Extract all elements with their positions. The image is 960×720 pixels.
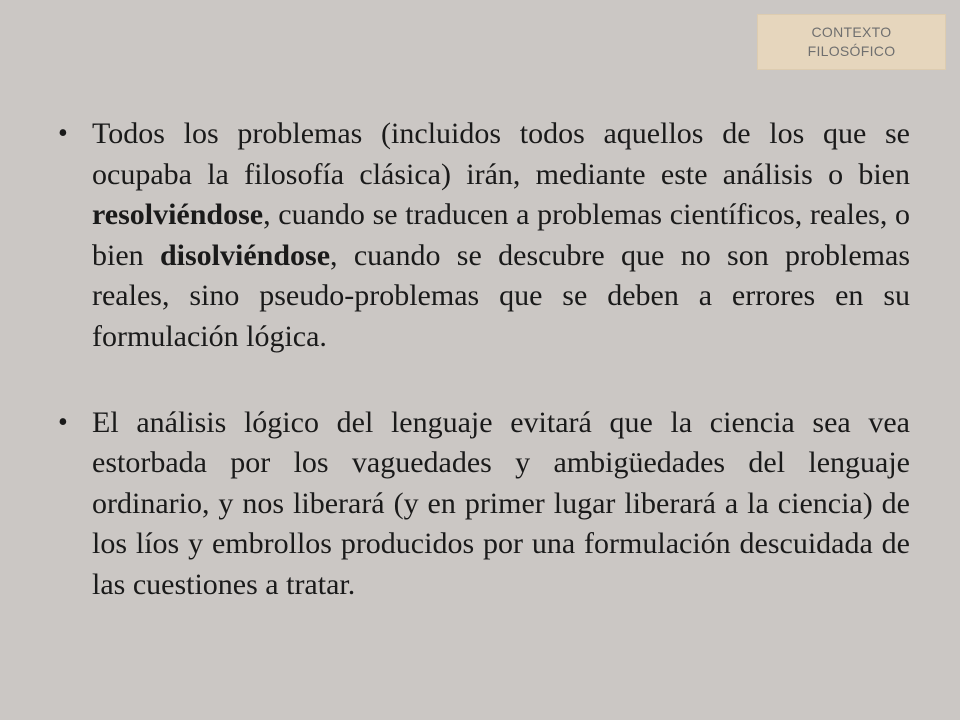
bullet-1-text-part-3: , cuando se descubre que no son problemas reales, sino pseudo-problemas que se deben a errores en su formulación lógica. bbox=[92, 238, 910, 353]
bullet-item-1 bbox=[58, 114, 910, 358]
bullet-1-bold-term-1: resolviéndose bbox=[92, 198, 264, 232]
section-tag-line-2: FILOSÓFICO bbox=[807, 43, 896, 59]
bullet-list bbox=[58, 114, 910, 606]
bullet-1-text-part-1: Todos los problemas (incluidos todos aquellos de los que se ocupaba la filosofía clásica) irán, mediante este análisis o bien bbox=[92, 117, 910, 191]
bullet-marker: • bbox=[58, 118, 68, 149]
bullet-1-text-part-2: , cuando se traducen a problemas científicos, reales, o bien bbox=[92, 198, 910, 272]
bullet-1-bold-term-2: disolviéndose bbox=[159, 238, 331, 272]
section-tag bbox=[757, 14, 946, 70]
section-tag-line-1: CONTEXTO bbox=[811, 24, 892, 40]
bullet-text-1 bbox=[92, 114, 910, 358]
bullet-marker: • bbox=[58, 406, 68, 438]
bullet-item-2 bbox=[58, 403, 910, 606]
bullet-text-2: El análisis lógico del lenguaje evitará que la ciencia sea vea estorbada por los vaguedades y ambigüedades del lenguaje ordinario, y nos liberará (y en primer lugar liberará a la ciencia) de los líos y embrollos producidos por una formulación descuidada de las cuestiones a tratar. bbox=[92, 405, 910, 601]
